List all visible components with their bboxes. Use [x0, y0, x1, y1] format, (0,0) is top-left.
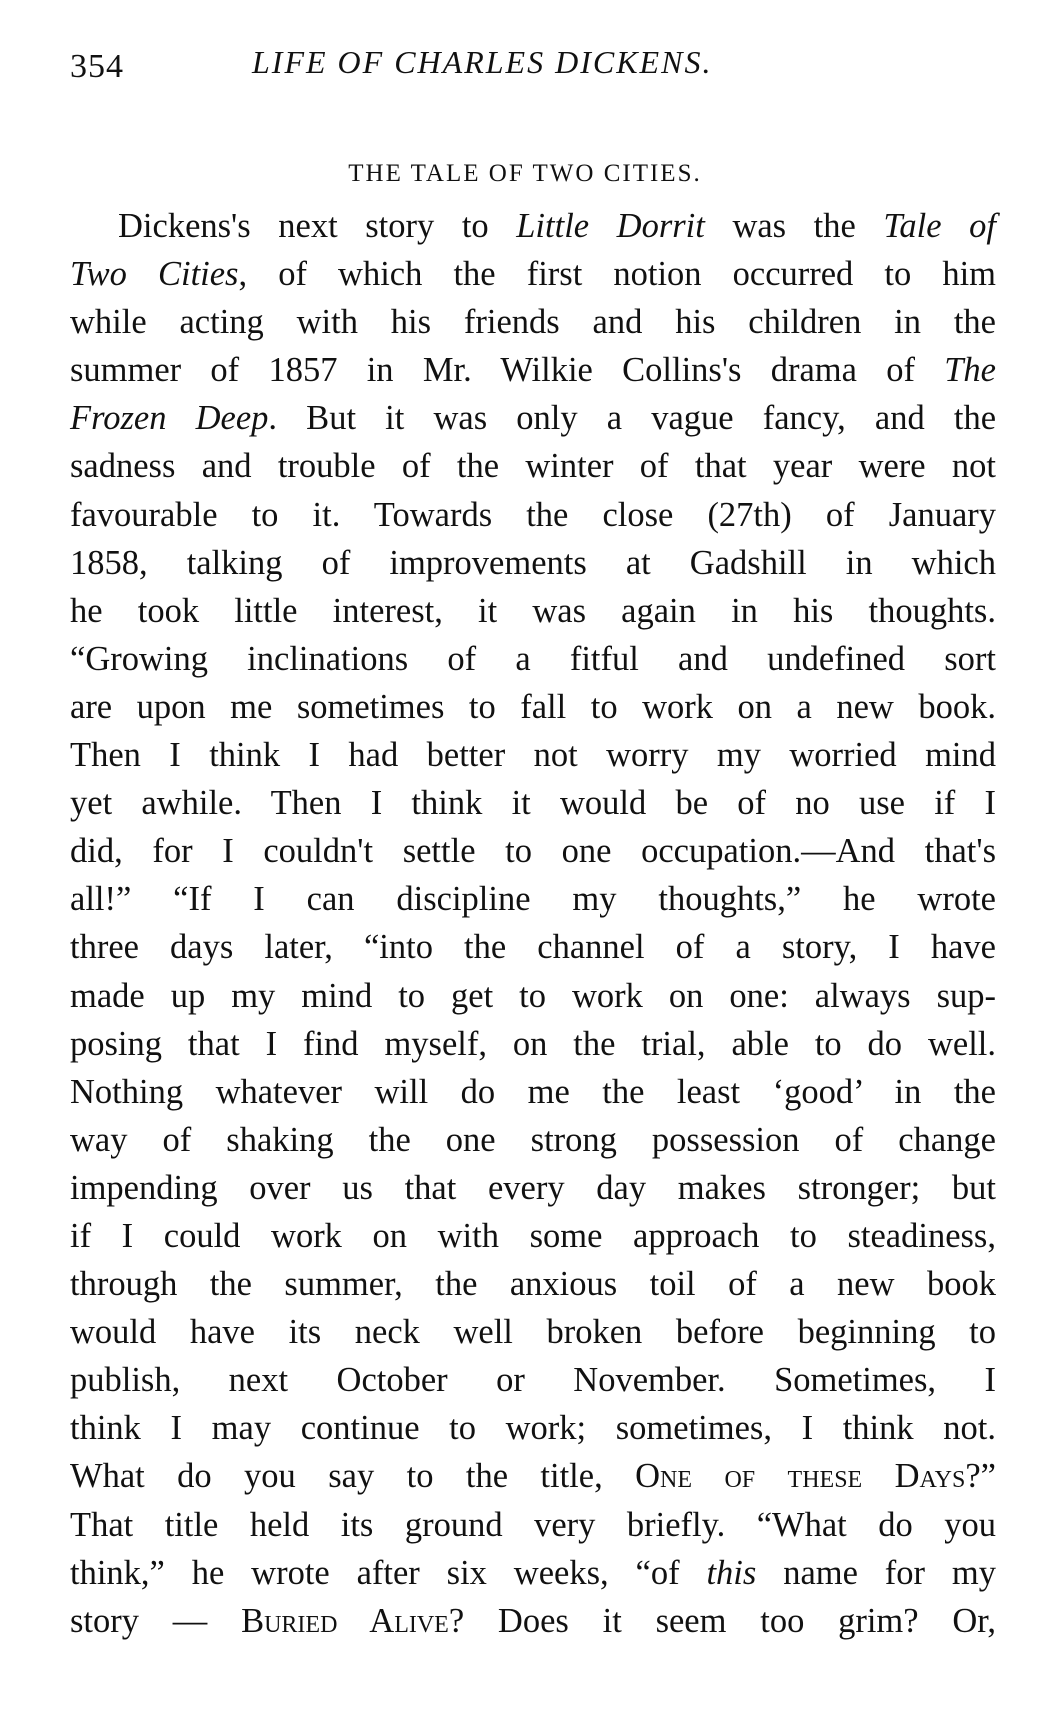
- text-run: did, for I couldn't settle to one occupation.—And that's: [70, 832, 996, 871]
- text-line: [70, 827, 996, 875]
- text-run: 1858, talking of improvements at Gadshill in which: [70, 543, 996, 582]
- small-caps-run: Buried Alive: [241, 1601, 449, 1640]
- text-run: through the summer, the anxious toil of a new book: [70, 1265, 996, 1304]
- text-run: three days later, “into the channel of a story, I have: [70, 928, 996, 967]
- text-line: [70, 635, 996, 683]
- text-run: made up my mind to get to work on one: always sup-: [70, 976, 996, 1015]
- running-head: [70, 38, 1000, 88]
- text-line: [70, 779, 996, 827]
- text-run: ?”: [965, 1457, 996, 1496]
- body-paragraph: [70, 202, 996, 1645]
- italic-run: The: [944, 351, 996, 390]
- text-run: while acting with his friends and his children in the: [70, 303, 996, 342]
- italic-run: Frozen Deep: [70, 399, 269, 438]
- text-run: ? Does it seem too grim? Or,: [448, 1601, 996, 1640]
- text-line: [70, 1260, 996, 1308]
- text-line: [70, 1308, 996, 1356]
- text-run: yet awhile. Then I think it would be of no use if I: [70, 784, 996, 823]
- text-run: sadness and trouble of the winter of that year were not: [70, 447, 996, 486]
- text-run: story —: [70, 1601, 242, 1640]
- text-run: name for my: [756, 1553, 996, 1592]
- text-line: [70, 1404, 996, 1452]
- text-line: [70, 1452, 996, 1500]
- italic-run: Little Dorrit: [516, 207, 705, 245]
- text-line: [70, 1164, 996, 1212]
- text-run: was the: [704, 207, 884, 245]
- text-line: [70, 394, 996, 442]
- text-line: [70, 1068, 996, 1116]
- running-title: LIFE OF CHARLES DICKENS.: [252, 44, 713, 80]
- text-run: favourable to it. Towards the close (27th) of January: [70, 495, 996, 534]
- text-run: if I could work on with some approach to steadiness,: [70, 1216, 996, 1255]
- text-line: [70, 587, 996, 635]
- text-run: “Growing inclinations of a fitful and undefined sort: [70, 639, 996, 678]
- small-caps-run: One of these Days: [635, 1457, 966, 1496]
- italic-run: Tale of: [883, 207, 996, 245]
- text-run: Nothing whatever will do me the least ‘good’ in the: [70, 1072, 996, 1111]
- text-line: [70, 442, 996, 490]
- text-line: [70, 1020, 996, 1068]
- text-run: summer of 1857 in Mr. Wilkie Collins's drama of: [70, 351, 945, 390]
- text-line: [70, 875, 996, 923]
- text-run: all!” “If I can discipline my thoughts,” he wrote: [70, 880, 996, 919]
- text-line: [70, 298, 996, 346]
- text-line: [70, 1212, 996, 1260]
- text-run: Dickens's next story to: [118, 207, 517, 245]
- text-line: [70, 923, 996, 971]
- text-run: would have its neck well broken before beginning to: [70, 1313, 996, 1352]
- text-run: he took little interest, it was again in his thoughts.: [70, 591, 996, 630]
- text-run: think,” he wrote after six weeks, “of: [70, 1553, 707, 1592]
- text-line: [70, 731, 996, 779]
- text-line: [70, 1356, 996, 1404]
- text-line: [70, 1597, 996, 1645]
- text-run: posing that I find myself, on the trial, able to do well.: [70, 1024, 996, 1063]
- text-line: [70, 972, 996, 1020]
- italic-run: this: [706, 1553, 757, 1592]
- text-run: That title held its ground very briefly. “What do you: [70, 1505, 996, 1544]
- italic-run: Two Cities: [70, 255, 239, 294]
- text-line: [70, 1116, 996, 1164]
- text-run: impending over us that every day makes stronger; but: [70, 1168, 996, 1207]
- text-run: publish, next October or November. Sometimes, I: [70, 1361, 996, 1400]
- text-line: [70, 491, 996, 539]
- text-line: [70, 346, 996, 394]
- text-line: [70, 539, 996, 587]
- text-line: [70, 683, 996, 731]
- text-line: [70, 1501, 996, 1549]
- text-run: think I may continue to work; sometimes, I think not.: [70, 1409, 996, 1448]
- text-line: [70, 202, 996, 250]
- text-run: way of shaking the one strong possession of change: [70, 1120, 996, 1159]
- section-heading: THE TALE OF TWO CITIES.: [348, 160, 702, 187]
- page-number: 354: [70, 48, 124, 85]
- text-line: [70, 1549, 996, 1597]
- text-run: are upon me sometimes to fall to work on a new book.: [70, 687, 996, 726]
- text-run: Then I think I had better not worry my worried mind: [70, 736, 996, 775]
- text-run: What do you say to the title,: [70, 1457, 636, 1496]
- text-run: . But it was only a vague fancy, and the: [268, 399, 997, 438]
- text-run: , of which the first notion occurred to him: [238, 255, 996, 294]
- text-line: [70, 250, 996, 298]
